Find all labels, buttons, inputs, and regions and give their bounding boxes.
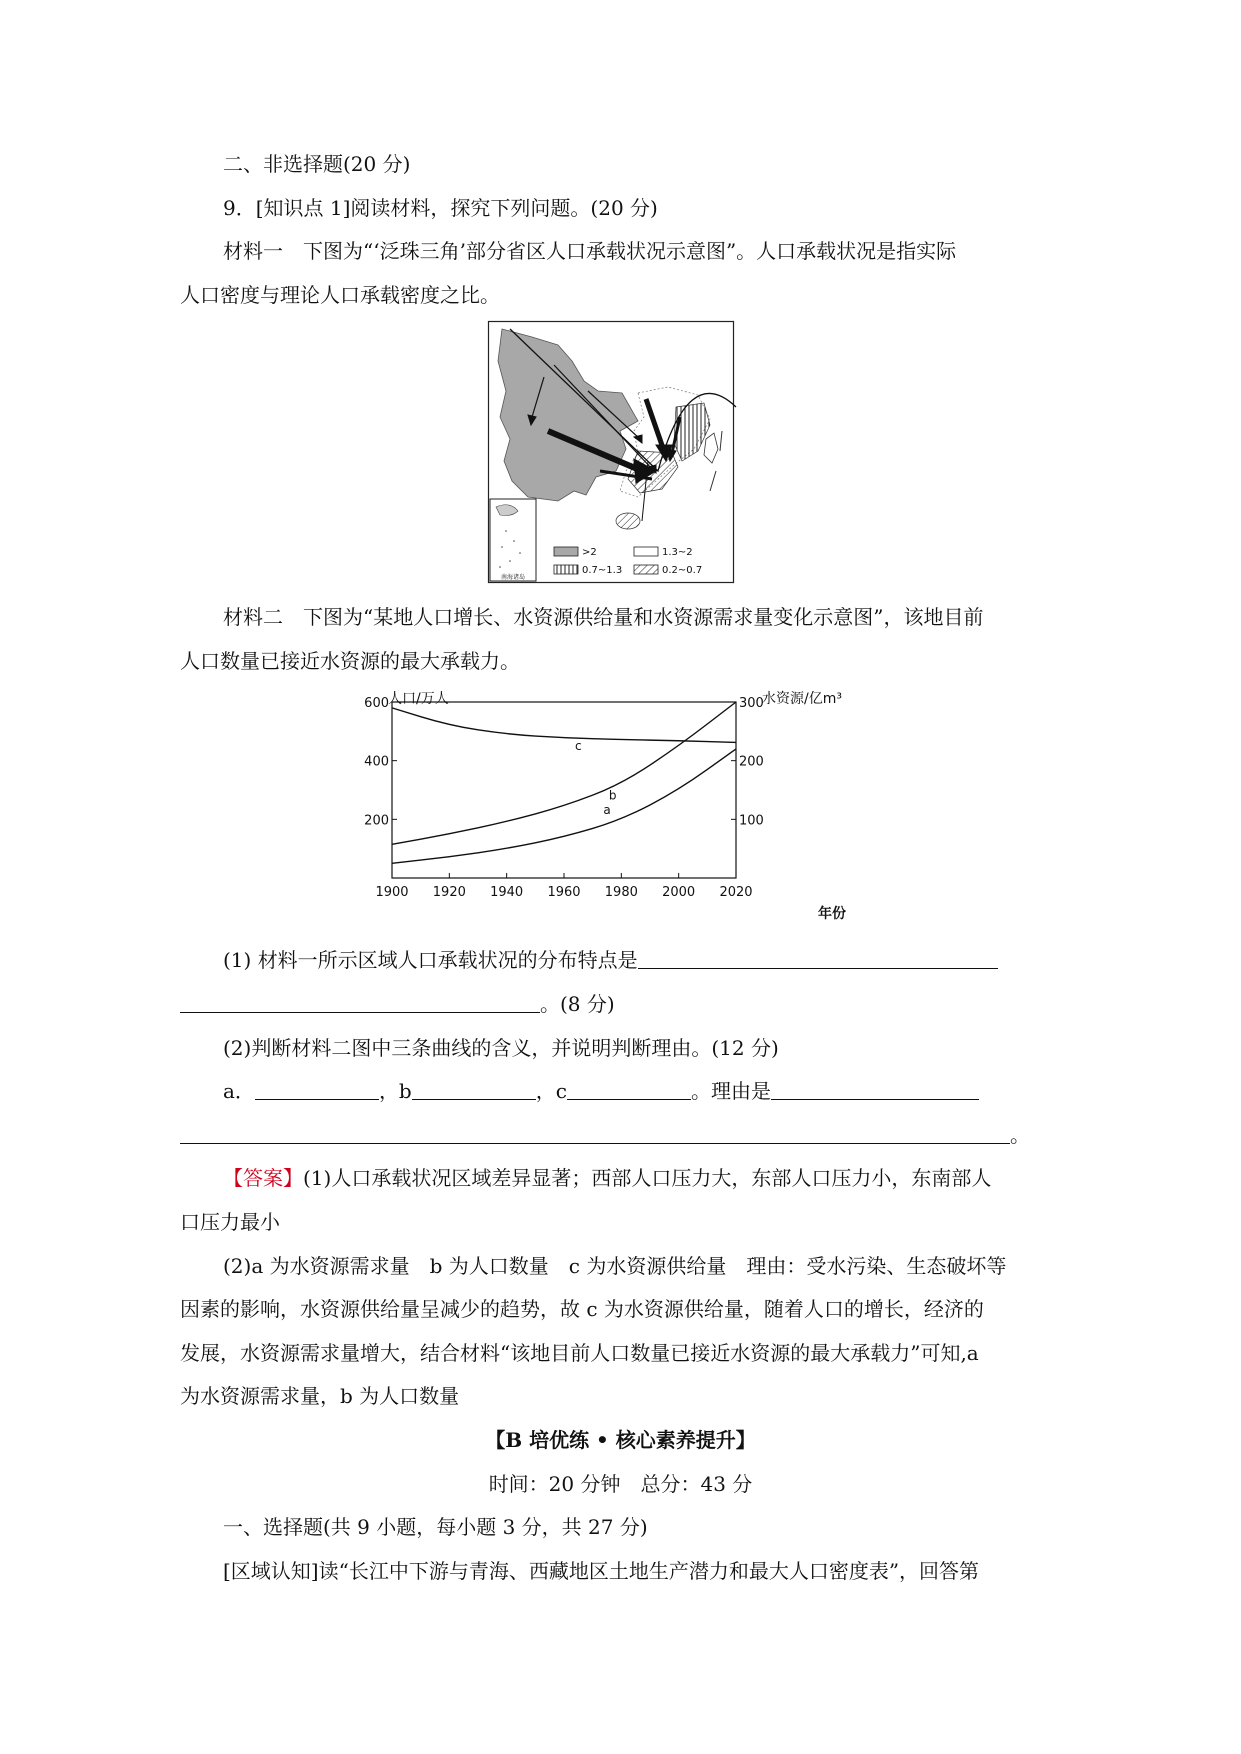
series-line-c xyxy=(392,708,736,743)
region-question-intro: [区域认知]读“长江中下游与青海、西藏地区土地生产潜力和最大人口密度表”，回答第 xyxy=(223,1559,980,1583)
q2-b-label: ，b xyxy=(378,1079,412,1103)
x-tick-label: 1900 xyxy=(375,885,409,900)
q2-blanks-line xyxy=(223,1077,1103,1105)
q1-prompt-line xyxy=(223,946,1103,974)
series-label-b: b xyxy=(608,788,617,803)
q1-answer-blank-1[interactable] xyxy=(638,948,998,969)
answer-p2-line3: 发展，水资源需求量增大，结合材料“该地目前人口数量已接近水资源的最大承载力”可知,a xyxy=(180,1341,979,1365)
answer-p2-line4: 为水资源需求量，b 为人口数量 xyxy=(180,1384,460,1408)
q2-end: 。 xyxy=(1010,1123,1030,1147)
part2-header: 二、非选择题(20 分) xyxy=(223,152,411,176)
left-tick-label: 200 xyxy=(364,813,389,829)
inset-caption: 南海诸岛 xyxy=(500,574,526,581)
section-b-time: 时间：20 分钟 总分：43 分 xyxy=(488,1472,753,1496)
right-tick-label: 300 xyxy=(739,696,764,711)
answer-p1-line2: 口压力最小 xyxy=(180,1210,280,1234)
answer-p1-text: (1)人口承载状况区域差异显著；西部人口压力大，东部人口压力小，东南部人 xyxy=(303,1166,992,1190)
legend-label-0-7-1-3: 0.7~1.3 xyxy=(582,565,623,576)
left-axis-label: 人口/万人 xyxy=(388,691,449,707)
answer-p1-line1 xyxy=(223,1164,1103,1192)
q2-a-label: a． xyxy=(223,1079,255,1103)
answer-p2-line2: 因素的影响，水资源供给量呈减少的趋势，故 c 为水资源供给量，随着人口的增长，经济的 xyxy=(180,1297,984,1321)
q2-reason-label: 。理由是 xyxy=(690,1079,771,1103)
legend-label-1-3-2: 1.3~2 xyxy=(662,547,693,558)
q1-prompt: (1) 材料一所示区域人口承载状况的分布特点是 xyxy=(223,948,638,972)
material2-line1: 材料二 下图为“某地人口增长、水资源供给量和水资源需求量变化示意图”，该地目前 xyxy=(223,605,984,629)
right-tick-label: 100 xyxy=(739,813,764,829)
part1-header: 一、选择题(共 9 小题，每小题 3 分，共 27 分) xyxy=(223,1515,648,1539)
legend-label-gt2: >2 xyxy=(582,547,597,558)
q2-reason-blank-1[interactable] xyxy=(771,1079,979,1100)
material1-line1: 材料一 下图为“‘泛珠三角’部分省区人口承载状况示意图”。人口承载状况是指实际 xyxy=(223,239,957,263)
answer-p2-line1: (2)a 为水资源需求量 b 为人口数量 c 为水资源供给量 理由：受水污染、生态破坏等 xyxy=(223,1254,1007,1278)
x-tick-label: 1940 xyxy=(490,885,524,900)
x-tick-label: 2020 xyxy=(719,885,753,900)
q1-second-line xyxy=(180,990,1060,1018)
plot-frame xyxy=(392,702,736,878)
q1-answer-blank-2[interactable] xyxy=(180,992,540,1013)
legend-label-0-2-0-7: 0.2~0.7 xyxy=(662,565,703,576)
answer-tag: 【答案】 xyxy=(223,1166,303,1190)
q2-b-blank[interactable] xyxy=(412,1079,536,1100)
right-tick-label: 200 xyxy=(739,754,764,770)
x-tick-label: 1980 xyxy=(604,885,638,900)
left-tick-label: 600 xyxy=(364,696,389,711)
population-capacity-map xyxy=(488,321,734,583)
x-tick-label: 2000 xyxy=(662,885,696,900)
x-axis-label: 年份 xyxy=(818,906,846,922)
q2-c-blank[interactable] xyxy=(567,1079,691,1100)
right-axis-label: 水资源/亿m³ xyxy=(762,691,842,707)
q1-end: 。(8 分) xyxy=(540,992,615,1016)
hainan-island xyxy=(616,513,640,529)
series-label-a: a xyxy=(603,803,611,818)
q2-c-label: ，c xyxy=(535,1079,567,1103)
x-tick-label: 1960 xyxy=(547,885,581,900)
water-population-chart xyxy=(364,680,900,930)
series-line-a xyxy=(392,749,736,863)
x-tick-label: 1920 xyxy=(432,885,466,900)
left-tick-label: 400 xyxy=(364,754,389,770)
section-b-title: 【B 培优练 • 核心素养提升】 xyxy=(485,1428,756,1452)
q2-prompt: (2)判断材料二图中三条曲线的含义，并说明判断理由。(12 分) xyxy=(223,1036,779,1060)
material1-line2: 人口密度与理论人口承载密度之比。 xyxy=(180,283,500,307)
question-9-intro: 9．[知识点 1]阅读材料，探究下列问题。(20 分) xyxy=(223,196,658,220)
material2-line2: 人口数量已接近水资源的最大承载力。 xyxy=(180,649,520,673)
q2-a-blank[interactable] xyxy=(255,1079,379,1100)
series-label-c: c xyxy=(575,739,582,754)
q2-reason-line xyxy=(180,1121,1060,1149)
q2-reason-blank-2[interactable] xyxy=(180,1123,1010,1144)
